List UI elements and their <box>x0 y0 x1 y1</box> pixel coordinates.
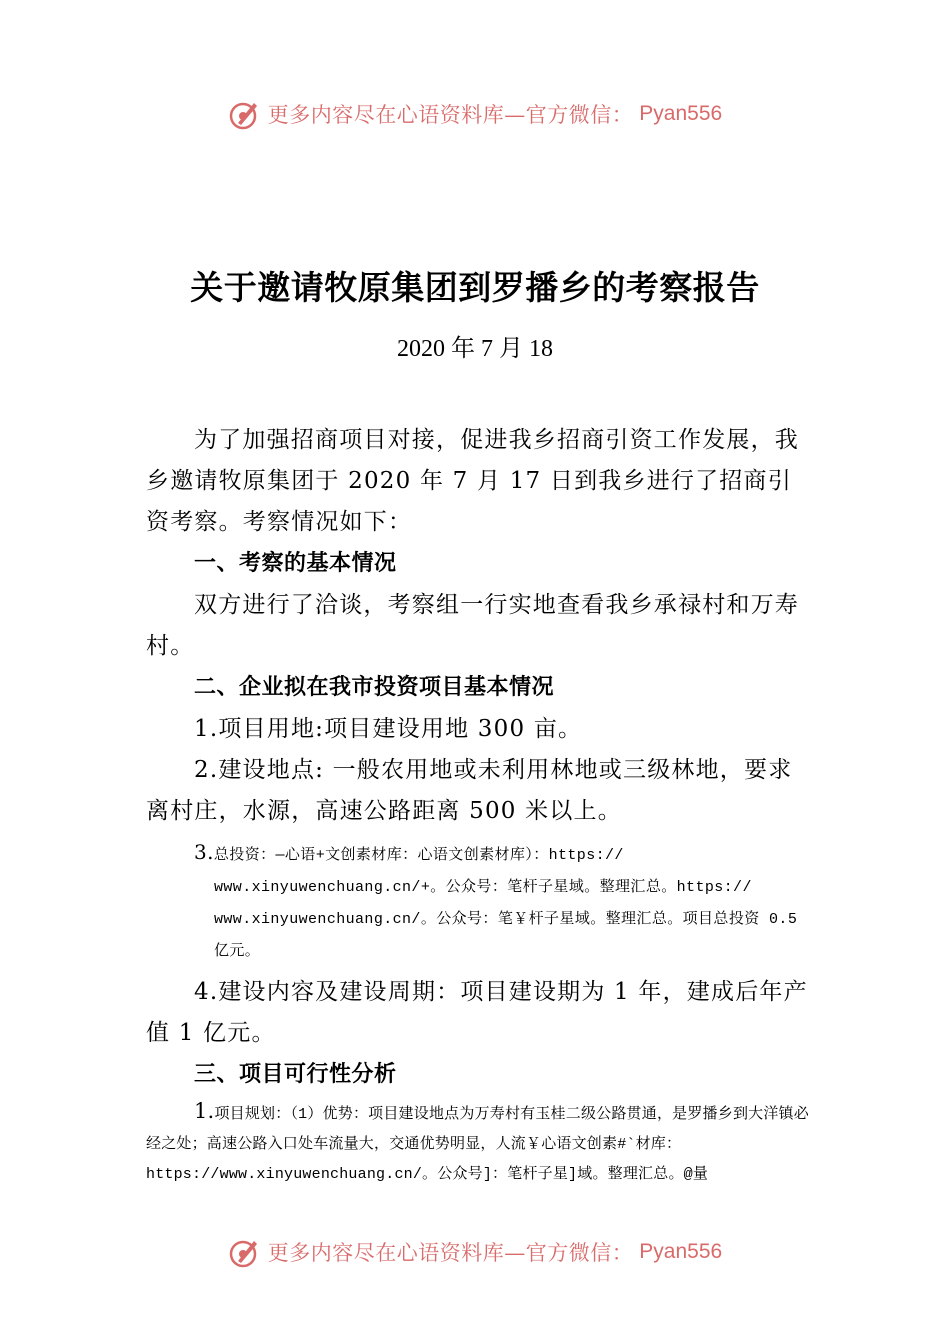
list-item-text: 项目规划：（1）优势：项目建设地点为万寿村有玉桂二级公路贯通，是罗播乡到大洋镇必经之处；高速公路入口处车流量大，交通优势明显，人流￥心语文创素#`材库：https://www.xinyuwenchuang.cn/。公众号]：笔杆子星]域。整理汇总。@量 <box>146 1106 809 1183</box>
list-item-line: 总投资：—心语+文创素材库：心语文创素材库）：https:// <box>213 847 624 864</box>
list-item-line: www.xinyuwenchuang.cn/+。公众号：笔杆子星域。整理汇总。https:// <box>214 879 752 896</box>
list-item-small <box>146 1096 810 1190</box>
watermark-wechat-id: Pyan556 <box>639 102 723 125</box>
list-item-small <box>146 836 810 968</box>
watermark-text: 更多内容尽在心语资料库—官方微信： <box>267 103 634 127</box>
list-item-number: 3. <box>194 840 214 864</box>
section-heading-1: 一、考察的基本情况 <box>194 551 397 576</box>
document-date: 2020 年 7 月 18 <box>397 336 553 362</box>
document-body <box>146 420 810 1190</box>
list-item: 4.建设内容及建设周期：项目建设期为 1 年，建成后年产值 1 亿元。 <box>146 979 808 1046</box>
page-title: 关于邀请牧原集团到罗播乡的考察报告 <box>190 268 760 307</box>
list-item: 2.建设地点: 一般农用地或未利用林地或三级林地，要求离村庄，水源，高速公路距离 500 米以上。 <box>146 757 793 824</box>
list-item-line: www.xinyuwenchuang.cn/。公众号：笔￥杆子星域。整理汇总。项目总投资 0.5 <box>214 911 798 928</box>
list-item-line: 亿元。 <box>214 943 261 960</box>
watermark-header <box>0 94 950 134</box>
section-1-paragraph: 双方进行了洽谈，考察组一行实地查看我乡承禄村和万寿村。 <box>146 592 799 659</box>
list-item: 1.项目用地:项目建设用地 300 亩。 <box>194 716 583 742</box>
intro-paragraph: 为了加强招商项目对接，促进我乡招商引资工作发展，我乡邀请牧原集团于 2020 年 7 月 17 日到我乡进行了招商引资考察。考察情况如下： <box>146 427 799 535</box>
watermark-footer <box>0 1232 950 1272</box>
watermark-text: 更多内容尽在心语资料库—官方微信： <box>267 1241 634 1265</box>
list-item-number: 1. <box>194 1099 215 1123</box>
watermark-wechat-id: Pyan556 <box>639 1240 723 1263</box>
section-heading-3: 三、项目可行性分析 <box>194 1062 397 1087</box>
quill-pen-logo-icon <box>228 97 262 131</box>
quill-pen-logo-icon <box>228 1235 262 1269</box>
section-heading-2: 二、企业拟在我市投资项目基本情况 <box>194 675 555 700</box>
